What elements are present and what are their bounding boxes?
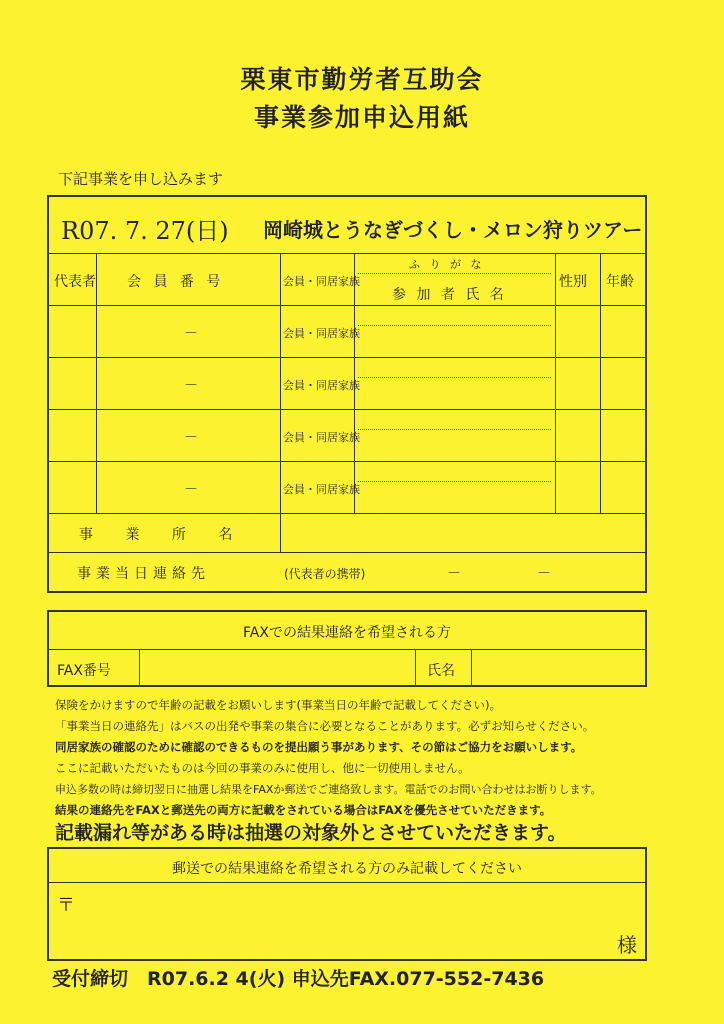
header-member-number: 会 員 番 号 (127, 274, 225, 290)
fax-contact-box (47, 610, 647, 687)
header-representative: 代表者 (54, 274, 96, 290)
warning-line: 記載漏れ等がある時は抽選の対象外とさせていただきます。 (55, 822, 567, 844)
fax-name-label: 氏名 (427, 663, 455, 679)
honorific-sama: 様 (617, 933, 637, 957)
org-name: 栗東市勤労者互助会 (240, 65, 484, 94)
office-name-label: 事 業 所 名 (79, 527, 247, 543)
member-number-dash: － (184, 430, 198, 446)
note-line: 同居家族の確認のために確認のできるものを提出願う事があります、その節はご協力をお願いします。 (55, 740, 583, 754)
note-line: 「事業当日の連絡先」はバスの出発や事業の集合に必要となることがあります。必ずお知らせください。 (55, 719, 595, 733)
header-participant-name: 参 加 者 氏 名 (392, 287, 507, 303)
intro-text: 下記事業を申し込みます (58, 170, 224, 188)
fax-box-heading: FAXでの結果連絡を希望される方 (243, 625, 451, 641)
member-type-label: 会員・同居家族 (283, 431, 360, 444)
header-member-type: 会員・同居家族 (283, 275, 360, 288)
note-line: 申込多数の時は締切翌日に抽選し結果をFAXか郵送でご連絡致します。電話でのお問い合わせはお断りします。 (55, 783, 602, 796)
note-line: 結果の連絡先をFAXと郵送先の両方に記載をされている場合はFAXを優先させていただきます。 (55, 803, 552, 817)
contact-dash: － (447, 566, 461, 582)
member-type-label: 会員・同居家族 (283, 483, 360, 496)
form-title: 事業参加申込用紙 (253, 103, 470, 132)
member-type-label: 会員・同居家族 (283, 327, 360, 340)
member-number-dash: － (184, 326, 198, 342)
member-number-dash: － (184, 482, 198, 498)
event-date: R07. 7. 27(日) (61, 217, 229, 245)
note-line: ここに記載いただいたものは今回の事業のみに使用し、他に一切使用しません。 (55, 761, 470, 775)
fax-number-label: FAX番号 (57, 663, 111, 679)
member-number-dash: － (184, 378, 198, 394)
application-table (47, 195, 647, 593)
note-line: 保険をかけますので年齢の記載をお願いします(事業当日の年齢で記載してください)。 (55, 698, 501, 712)
contact-hint: (代表者の携帯) (284, 567, 366, 581)
member-type-label: 会員・同居家族 (283, 379, 360, 392)
header-furigana: ふ り が な (409, 258, 485, 271)
postal-mark: 〒 (57, 895, 75, 916)
contact-label: 事業当日連絡先 (77, 566, 210, 582)
mail-contact-box (47, 847, 647, 961)
contact-dash: － (537, 566, 551, 582)
deadline-footer: 受付締切 R07.6.2 4(火) 申込先FAX.077-552-7436 (52, 968, 545, 990)
header-age: 年齢 (606, 274, 634, 290)
header-gender: 性別 (559, 274, 587, 290)
mail-box-heading: 郵送での結果連絡を希望される方のみ記載してください (172, 861, 522, 877)
event-name: 岡崎城とうなぎづくし・メロン狩りツアー (263, 218, 643, 242)
